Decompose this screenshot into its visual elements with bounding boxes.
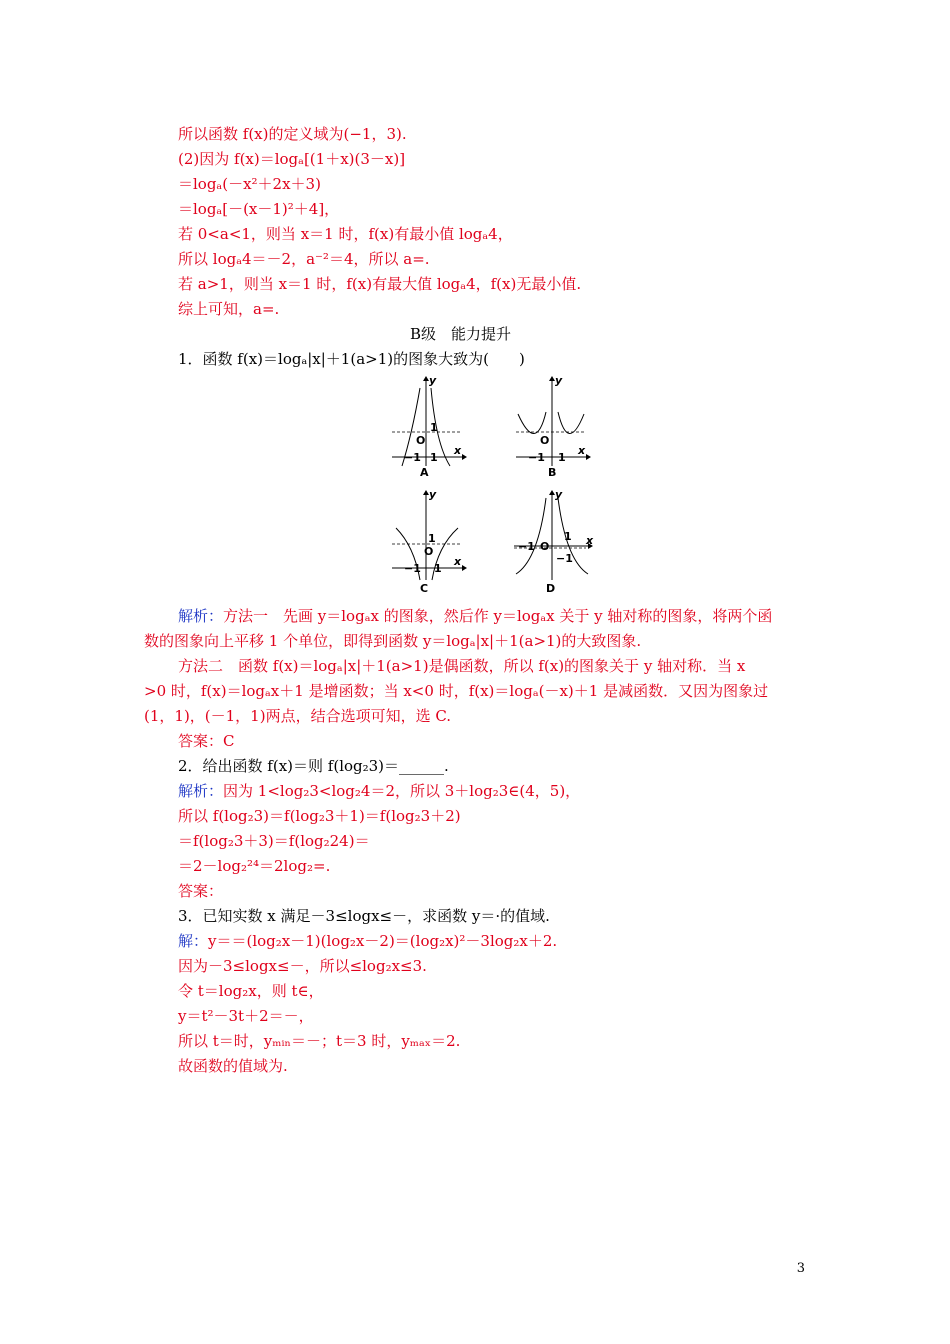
graph-b-x-label: x	[578, 444, 586, 457]
graph-a-y-label: y	[429, 374, 437, 387]
graph-d-origin: O	[540, 540, 550, 553]
solution-line-6: 所以 logₐ4＝－2，a⁻²＝4，所以 a=.	[178, 250, 430, 268]
section-title: B级 能力提升	[410, 325, 512, 343]
q2-analysis-label: 解析：	[178, 782, 224, 800]
option-label-c: C	[420, 582, 429, 595]
q3-solution-line-5: 所以 t＝时，yₘᵢₙ＝－；t＝3 时，yₘₐₓ＝2.	[178, 1032, 461, 1050]
graph-option-a	[388, 374, 468, 479]
graph-a-tick-1: 1	[430, 421, 438, 434]
solution-line-1: 所以函数 f(x)的定义域为(−1，3).	[178, 125, 407, 143]
graph-c-y-label: y	[429, 488, 437, 501]
q1-method2-text-2: >0 时，f(x)＝logₐx＋1 是增函数；当 x<0 时，f(x)＝logₐ(－x)＋1 是减函数．又因为图象过	[144, 682, 769, 700]
q3-solution-line-6: 故函数的值域为.	[178, 1057, 288, 1075]
q1-analysis-line-1	[178, 606, 772, 626]
option-label-a: A	[420, 466, 429, 479]
graph-c-tick-x1: 1	[434, 562, 442, 575]
graph-c-tick-neg1: −1	[404, 562, 421, 575]
option-label-d: D	[546, 582, 556, 595]
page-number: 3	[796, 1261, 805, 1276]
graph-c-origin: O	[424, 545, 434, 558]
q1-method2-text-1: 方法二 函数 f(x)＝logₐ|x|＋1(a>1)是偶函数，所以 f(x)的图象关于 y 轴对称．当 x	[178, 657, 746, 675]
q2-analysis-first: 因为 1<log₂3<log₂4＝2，所以 3＋log₂3∈(4，5)，	[223, 782, 581, 800]
q2-analysis-line-2: 所以 f(log₂3)＝f(log₂3＋1)＝f(log₂3＋2)	[178, 807, 461, 825]
q1-method1-text-1: 方法一 先画 y＝logₐx 的图象，然后作 y＝logₐx 关于 y 轴对称的图象，将两个函	[223, 607, 773, 625]
graph-d-y-label: y	[555, 488, 563, 501]
graph-a-origin: O	[416, 434, 426, 447]
question-2-text: 2．给出函数 f(x)＝则 f(log₂3)＝______.	[178, 757, 449, 775]
q3-solution-line-4: y＝t²－3t＋2＝－，	[178, 1007, 314, 1025]
solution-line-4: ＝logₐ[－(x－1)²＋4]，	[178, 200, 340, 218]
solution-line-2: (2)因为 f(x)＝logₐ[(1＋x)(3－x)]	[178, 150, 406, 168]
solution-line-3: ＝logₐ(－x²＋2x＋3)	[178, 175, 321, 193]
graph-c-x-label: x	[454, 555, 462, 568]
graph-d-x-label: x	[586, 534, 594, 547]
graph-b-tick-x1: 1	[558, 451, 566, 464]
q2-answer: 答案：	[178, 882, 224, 900]
solution-line-8: 综上可知，a=.	[178, 300, 280, 318]
graph-option-b	[512, 374, 592, 479]
option-label-b: B	[548, 466, 557, 479]
q1-method1-text-2: 数的图象向上平移 1 个单位，即得到函数 y＝logₐ|x|＋1(a>1)的大致图象.	[144, 632, 642, 650]
graph-d-tick-1: 1	[564, 530, 572, 543]
q3-solution-line-3: 令 t＝log₂x，则 t∈，	[178, 982, 324, 1000]
graph-a-tick-x1: 1	[430, 451, 438, 464]
graph-b-origin: O	[540, 434, 550, 447]
graph-d-tick-neg1-y: −1	[556, 552, 573, 565]
q3-solution-first: y＝＝(log₂x－1)(log₂x－2)＝(log₂x)²－3log₂x＋2.	[208, 932, 558, 950]
question-3-text: 3．已知实数 x 满足－3≤logx≤－，求函数 y＝·的值域.	[178, 907, 550, 925]
q2-analysis-line-3: ＝f(log₂3＋3)＝f(log₂24)＝	[178, 832, 370, 850]
solution-line-5: 若 0<a<1，则当 x＝1 时，f(x)有最小值 logₐ4，	[178, 225, 513, 243]
q1-answer: 答案：C	[178, 732, 235, 750]
q1-analysis-label: 解析：	[178, 607, 224, 625]
graph-option-c	[388, 488, 468, 595]
q1-method2-text-3: (1，1)，(－1，1)两点，结合选项可知，选 C.	[144, 707, 452, 725]
graph-a-x-label: x	[454, 444, 462, 457]
q3-solution-line-1	[178, 931, 557, 951]
solution-line-7: 若 a>1，则当 x＝1 时，f(x)有最大值 logₐ4，f(x)无最小值.	[178, 275, 582, 293]
q3-solution-line-2: 因为－3≤logx≤－，所以≤log₂x≤3.	[178, 957, 427, 975]
graph-b-y-label: y	[555, 374, 563, 387]
graph-c-tick-1: 1	[428, 532, 436, 545]
graph-b-tick-neg1: −1	[528, 451, 545, 464]
q3-solution-label: 解：	[178, 932, 209, 950]
question-1-text: 1．函数 f(x)＝logₐ|x|＋1(a>1)的图象大致为( )	[178, 350, 525, 368]
graph-option-d	[510, 488, 596, 595]
q2-analysis-line-1	[178, 781, 580, 801]
graph-a-tick-neg1: −1	[404, 451, 421, 464]
q2-analysis-line-4: ＝2－log₂²⁴＝2log₂=.	[178, 857, 331, 875]
graph-d-tick-neg1-x: −1	[518, 540, 535, 553]
